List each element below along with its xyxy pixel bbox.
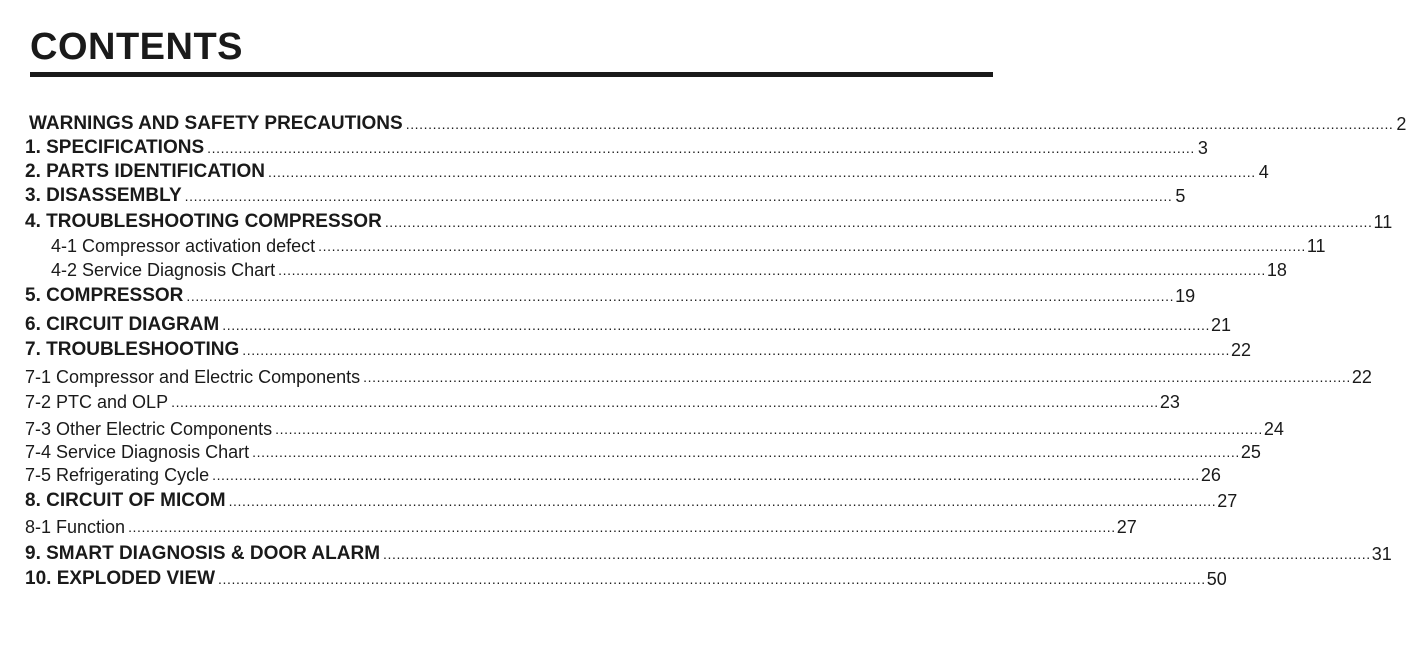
toc-entry-label: 7-1 Compressor and Electric Components — [25, 367, 361, 387]
toc-entry-circuit-diagram[interactable] — [25, 311, 1231, 335]
toc-entry-label: 6. CIRCUIT DIAGRAM — [25, 314, 220, 335]
toc-page-number: 24 — [1263, 419, 1284, 439]
toc-leader-dots: ............................................................................................................................................................................................................................ — [171, 394, 1159, 410]
toc-entry-compressor-activation-defect[interactable] — [51, 232, 1326, 256]
toc-entry-label: 8. CIRCUIT OF MICOM — [25, 490, 226, 511]
toc-page-number: 22 — [1231, 340, 1252, 360]
toc-entry-troubleshooting-compressor[interactable] — [25, 208, 1393, 232]
toc-page-number: 50 — [1206, 569, 1227, 589]
toc-page-number: 11 — [1373, 212, 1393, 232]
toc-entry-compressor[interactable] — [25, 282, 1196, 306]
toc-entry-refrigerating-cycle[interactable] — [25, 461, 1221, 485]
toc-leader-dots: ............................................................................................................................................................................................................................ — [384, 214, 1373, 230]
toc-entry-label: 7. TROUBLESHOOTING — [25, 339, 240, 360]
toc-leader-dots: ............................................................................................................................................................................................................................ — [184, 188, 1173, 204]
toc-leader-dots: ............................................................................................................................................................................................................................ — [218, 571, 1206, 587]
toc-entry-disassembly[interactable] — [25, 182, 1186, 206]
toc-entry-label: 1. SPECIFICATIONS — [25, 137, 205, 158]
toc-page-number: 18 — [1266, 260, 1287, 280]
toc-entry-label: 7-2 PTC and OLP — [25, 392, 169, 412]
toc-page-number: 5 — [1175, 186, 1186, 206]
toc-page-number: 31 — [1371, 544, 1392, 564]
title-underline — [30, 72, 993, 77]
toc-entry-label: 2. PARTS IDENTIFICATION — [25, 161, 265, 182]
toc-entry-warnings[interactable] — [29, 110, 1406, 134]
toc-leader-dots: ............................................................................................................................................................................................................................ — [383, 546, 1371, 562]
toc-page-number: 4 — [1258, 162, 1269, 182]
toc-page-number: 11 — [1306, 236, 1326, 256]
toc-entry-parts-identification[interactable] — [25, 158, 1269, 182]
toc-leader-dots: ............................................................................................................................................................................................................................ — [405, 116, 1394, 132]
toc-entry-label: 4-2 Service Diagnosis Chart — [51, 260, 276, 280]
toc-entry-label: 4-1 Compressor activation defect — [51, 236, 316, 256]
toc-page-number: 19 — [1175, 286, 1196, 306]
toc-entry-label: 9. SMART DIAGNOSIS & DOOR ALARM — [25, 543, 381, 564]
toc-leader-dots: ............................................................................................................................................................................................................................ — [275, 421, 1263, 437]
toc-page-number: 27 — [1116, 517, 1137, 537]
toc-entry-label: 7-3 Other Electric Components — [25, 419, 273, 439]
toc-page-number: 2 — [1396, 114, 1406, 134]
toc-leader-dots: ............................................................................................................................................................................................................................ — [186, 288, 1175, 304]
toc-entry-ptc-olp[interactable] — [25, 388, 1180, 412]
toc-entry-label: 8-1 Function — [25, 517, 126, 537]
toc-entry-smart-diagnosis-door-alarm[interactable] — [25, 540, 1392, 564]
toc-entry-label: WARNINGS AND SAFETY PRECAUTIONS — [29, 113, 403, 134]
toc-leader-dots: ............................................................................................................................................................................................................................ — [212, 467, 1200, 483]
page-title: CONTENTS — [30, 26, 243, 68]
toc-leader-dots: ............................................................................................................................................................................................................................ — [267, 164, 1256, 180]
toc-entry-circuit-of-micom[interactable] — [25, 487, 1238, 511]
toc-leader-dots: ............................................................................................................................................................................................................................ — [207, 140, 1195, 156]
toc-entry-other-electric-components[interactable] — [25, 415, 1284, 439]
toc-entry-label: 3. DISASSEMBLY — [25, 185, 182, 206]
toc-entry-troubleshooting[interactable] — [25, 336, 1252, 360]
toc-entry-service-diagnosis-chart[interactable] — [51, 256, 1287, 280]
toc-entry-label: 7-5 Refrigerating Cycle — [25, 465, 210, 485]
toc-leader-dots: ............................................................................................................................................................................................................................ — [242, 342, 1231, 358]
toc-entry-service-diagnosis-chart-2[interactable] — [25, 438, 1261, 462]
toc-page-number: 26 — [1200, 465, 1221, 485]
toc-page-number: 21 — [1210, 315, 1231, 335]
toc-page-number: 22 — [1351, 367, 1372, 387]
toc-entry-label: 5. COMPRESSOR — [25, 285, 184, 306]
toc-page-number: 23 — [1159, 392, 1180, 412]
toc-entry-label: 10. EXPLODED VIEW — [25, 568, 216, 589]
toc-leader-dots: ............................................................................................................................................................................................................................ — [278, 262, 1266, 278]
toc-leader-dots: ............................................................................................................................................................................................................................ — [128, 519, 1116, 535]
toc-page-number: 25 — [1240, 442, 1261, 462]
toc-entry-function[interactable] — [25, 513, 1137, 537]
toc-page-number: 27 — [1217, 491, 1238, 511]
toc-entry-label: 4. TROUBLESHOOTING COMPRESSOR — [25, 211, 382, 232]
toc-leader-dots: ............................................................................................................................................................................................................................ — [252, 444, 1240, 460]
toc-leader-dots: ............................................................................................................................................................................................................................ — [363, 369, 1351, 385]
toc-entry-specifications[interactable] — [25, 134, 1208, 158]
toc-leader-dots: ............................................................................................................................................................................................................................ — [222, 317, 1210, 333]
toc-entry-label: 7-4 Service Diagnosis Chart — [25, 442, 250, 462]
toc-page-number: 3 — [1197, 138, 1208, 158]
toc-entry-exploded-view[interactable] — [25, 565, 1227, 589]
toc-leader-dots: ............................................................................................................................................................................................................................ — [318, 238, 1306, 254]
toc-entry-compressor-electric-components[interactable] — [25, 363, 1372, 387]
toc-leader-dots: ............................................................................................................................................................................................................................ — [228, 493, 1217, 509]
